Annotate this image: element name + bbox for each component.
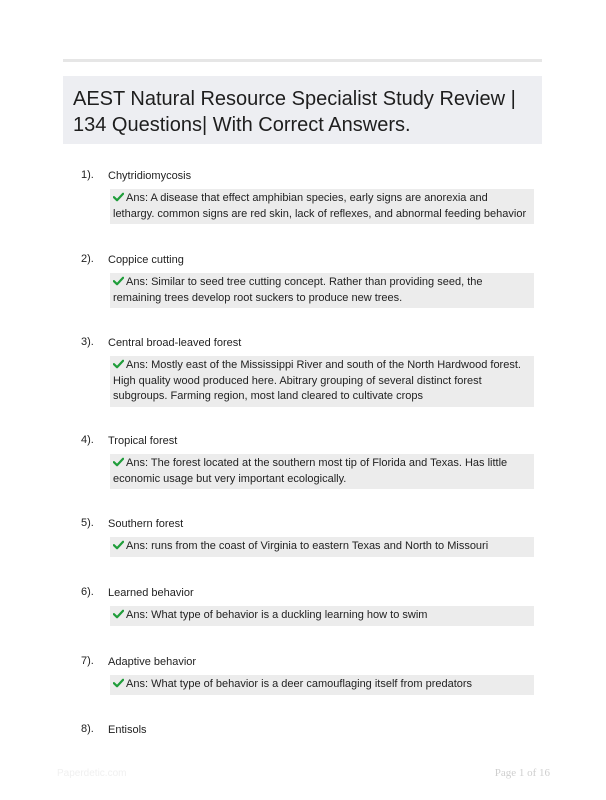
check-icon [113, 192, 124, 202]
title-banner [63, 76, 542, 144]
question-term: Learned behavior [108, 587, 194, 599]
question-term: Chytridiomycosis [108, 170, 192, 182]
question-term: Coppice cutting [108, 254, 184, 266]
question-term: Entisols [108, 724, 147, 736]
check-icon [113, 276, 124, 286]
answer-text: Ans: What type of behavior is a duckling learning how to swim [126, 609, 428, 621]
answer-text: Ans: runs from the coast of Virginia to eastern Texas and North to Missouri [126, 540, 489, 552]
footer-watermark: Paperdetic.com [57, 768, 127, 779]
check-icon [113, 359, 124, 369]
answer-box [110, 356, 534, 407]
question-term: Adaptive behavior [108, 656, 197, 668]
answer-box [110, 537, 534, 557]
check-icon [113, 678, 124, 688]
top-divider [63, 59, 542, 62]
question-number: 6). [81, 586, 94, 598]
question-number: 1). [81, 169, 94, 181]
document-title: AEST Natural Resource Specialist Study Review | 134 Questions| With Correct Answers. [73, 88, 516, 136]
check-icon [113, 457, 124, 467]
question-number: 7). [81, 655, 94, 667]
answer-text: Ans: The forest located at the southern most tip of Florida and Texas. Has little economic usage but very important ecologically. [113, 457, 508, 485]
question-term: Tropical forest [108, 435, 178, 447]
answer-text: Ans: A disease that effect amphibian species, early signs are anorexia and lethargy. common signs are red skin, lack of reflexes, and abnormal feeding behavior [113, 192, 527, 220]
answer-box [110, 454, 534, 489]
question-number: 8). [81, 723, 94, 735]
answer-box [110, 273, 534, 308]
question-term: Southern forest [108, 518, 184, 530]
page-indicator: Page 1 of 16 [494, 767, 550, 779]
check-icon [113, 609, 124, 619]
answer-text: Ans: Mostly east of the Mississippi River and south of the North Hardwood forest. High quality wood produced here. Abitrary grouping of several distinct forest subgroups. Farming region, most land cleared to cultivate crops [113, 359, 521, 402]
answer-box [110, 189, 534, 224]
check-icon [113, 540, 124, 550]
question-term: Central broad-leaved forest [108, 337, 242, 349]
question-number: 5). [81, 517, 94, 529]
answer-box [110, 606, 534, 626]
answer-text: Ans: Similar to seed tree cutting concept. Rather than providing seed, the remaining trees develop root suckers to produce new trees. [113, 276, 483, 304]
question-number: 4). [81, 434, 94, 446]
answer-text: Ans: What type of behavior is a deer camouflaging itself from predators [126, 678, 473, 690]
question-number: 2). [81, 253, 94, 265]
answer-box [110, 675, 534, 695]
question-number: 3). [81, 336, 94, 348]
